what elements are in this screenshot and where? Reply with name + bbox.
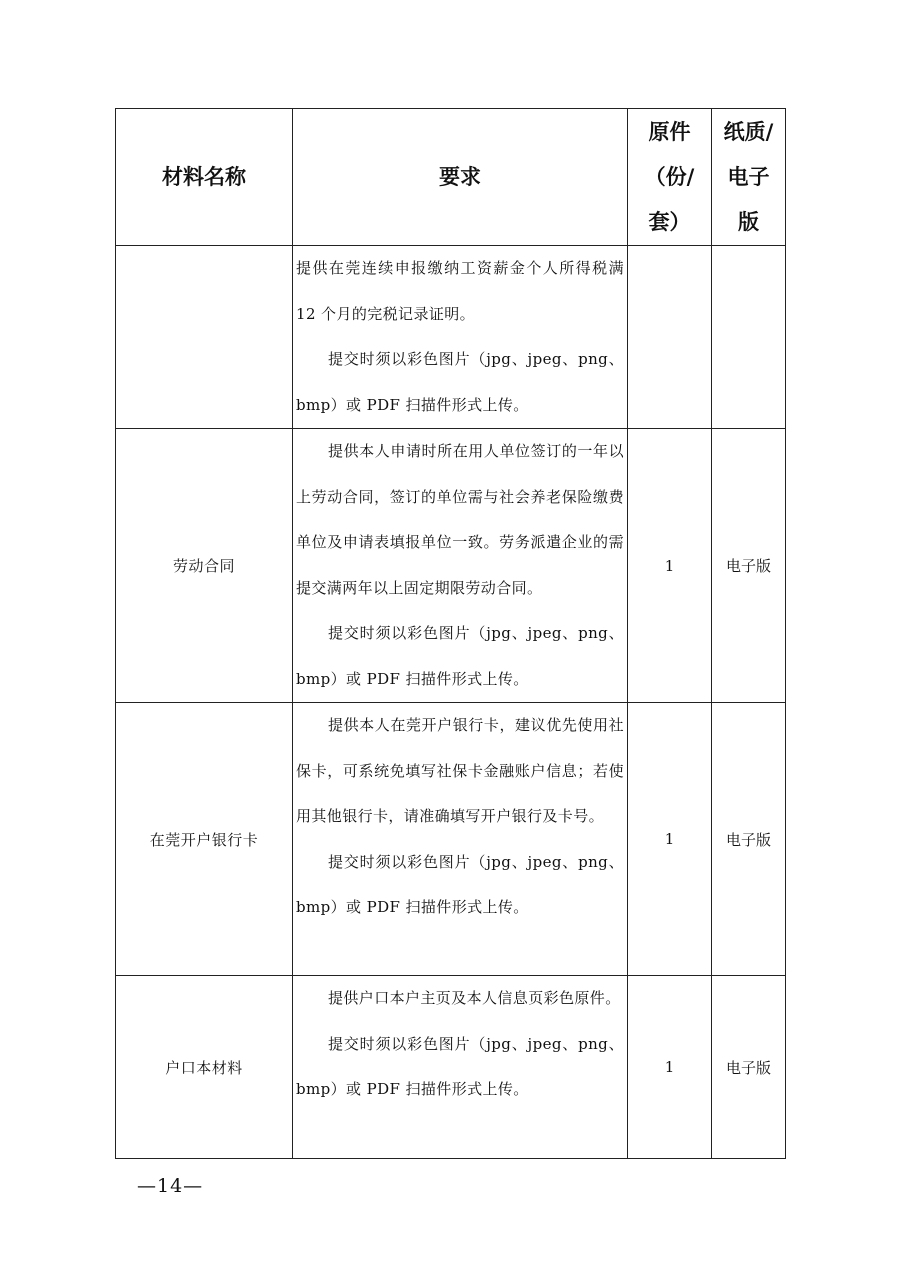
header-format <box>712 109 786 246</box>
original-count: 1 <box>628 429 712 703</box>
material-requirement <box>293 246 628 429</box>
table-row <box>116 246 786 429</box>
requirement-paragraph: 提交时须以彩色图片（jpg、jpeg、png、bmp）或 PDF 扫描件形式上传。 <box>296 624 624 688</box>
requirement-paragraph: 提交时须以彩色图片（jpg、jpeg、png、bmp）或 PDF 扫描件形式上传。 <box>296 852 624 916</box>
material-name: 劳动合同 <box>116 429 293 703</box>
material-requirement <box>293 703 628 976</box>
material-name: 在莞开户银行卡 <box>116 703 293 976</box>
original-count <box>628 246 712 429</box>
header-format-line: 纸质/ <box>723 119 774 144</box>
original-count: 1 <box>628 703 712 976</box>
header-format-line: 版 <box>738 209 759 234</box>
page-number: —14— <box>137 1175 204 1197</box>
material-requirement <box>293 429 628 703</box>
header-original-line: 原件 <box>648 119 691 144</box>
requirement-paragraph: 提交时须以彩色图片（jpg、jpeg、png、bmp）或 PDF 扫描件形式上传。 <box>296 1034 624 1098</box>
requirement-paragraph: 提供本人在莞开户银行卡，建议优先使用社保卡，可系统免填写社保卡金融账户信息；若使用其他银行卡，请准确填写开户银行及卡号。 <box>296 716 624 825</box>
material-name: 户口本材料 <box>116 976 293 1159</box>
original-count: 1 <box>628 976 712 1159</box>
header-name: 材料名称 <box>116 109 293 246</box>
material-requirement <box>293 976 628 1159</box>
material-format <box>712 246 786 429</box>
table-header-row <box>116 109 786 246</box>
material-format: 电子版 <box>712 703 786 976</box>
table-row <box>116 703 786 976</box>
requirement-paragraph: 提交时须以彩色图片（jpg、jpeg、png、bmp）或 PDF 扫描件形式上传。 <box>296 350 624 414</box>
material-name <box>116 246 293 429</box>
header-original-count <box>628 109 712 246</box>
requirement-paragraph: 提供户口本户主页及本人信息页彩色原件。 <box>328 989 621 1007</box>
header-original-line: （份/ <box>644 164 695 189</box>
table-row <box>116 429 786 703</box>
materials-table <box>115 108 786 1159</box>
table-row <box>116 976 786 1159</box>
header-original-line: 套） <box>648 209 691 234</box>
requirement-paragraph: 提供本人申请时所在用人单位签订的一年以上劳动合同，签订的单位需与社会养老保险缴费单位及申请表填报单位一致。劳务派遣企业的需提交满两年以上固定期限劳动合同。 <box>296 442 624 597</box>
material-format: 电子版 <box>712 429 786 703</box>
material-format: 电子版 <box>712 976 786 1159</box>
requirement-paragraph: 提供在莞连续申报缴纳工资薪金个人所得税满 12 个月的完税记录证明。 <box>296 259 624 323</box>
header-format-line: 电子 <box>727 164 770 189</box>
header-requirement: 要求 <box>293 109 628 246</box>
